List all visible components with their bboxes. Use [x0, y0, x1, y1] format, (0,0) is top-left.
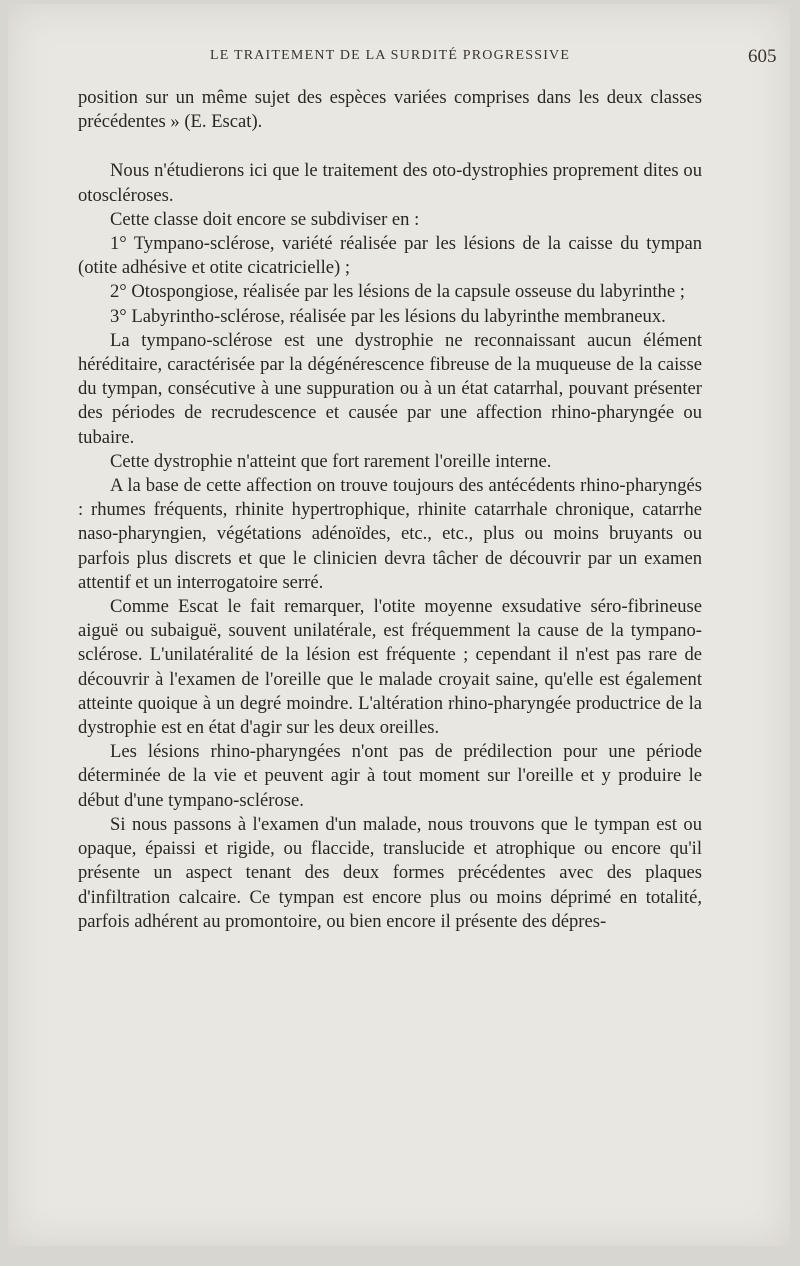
paragraph: 3° Labyrintho-sclérose, réalisée par les lésions du labyrinthe membraneux.: [110, 305, 666, 327]
paragraph: Les lésions rhino-pharyngées n'ont pas de prédilection pour une période déterminée de la vie et peuvent agir à tout moment sur l'oreille et y produire le début d'une tympano-sclérose.: [78, 741, 702, 811]
book-page: [8, 4, 790, 1246]
page-header: [8, 48, 790, 72]
paragraph: position sur un même sujet des espèces variées comprises dans les deux classes précédentes » (E. Escat).: [78, 87, 702, 133]
body-text: [78, 86, 702, 934]
paragraph: A la base de cette affection on trouve toujours des antécédents rhino-pharyngés : rhumes fréquents, rhinite hypertrophique, rhinite catarrhale chronique, catarrhe naso-pharyngien, végétations adénoïdes, etc., etc., plus ou moins bruyants ou parfois plus discrets et que le clinicien devra tâcher de découvrir par un examen attentif et un interrogatoire serré.: [78, 475, 702, 593]
running-title: LE TRAITEMENT DE LA SURDITÉ PROGRESSIVE: [210, 48, 571, 63]
paragraph: Comme Escat le fait remarquer, l'otite moyenne exsudative séro-fibrineuse aiguë ou subaiguë, souvent unilatérale, est fréquemment la cause de la tympano-sclérose. L'unilatéralité de la lésion est fréquente ; cependant il n'est pas rare de découvrir à l'examen de l'oreille que le malade croyait saine, qu'elle est également atteinte quoique à un degré moindre. L'altération rhino-pharyngée productrice de la dystrophie est en état d'agir sur les deux oreilles.: [78, 596, 702, 739]
paragraph: Cette dystrophie n'atteint que fort rarement l'oreille interne.: [110, 450, 552, 472]
paragraph: 2° Otospongiose, réalisée par les lésions de la capsule osseuse du labyrinthe ;: [110, 281, 685, 303]
paragraph: Si nous passons à l'examen d'un malade, nous trouvons que le tympan est ou opaque, épaissi et rigide, ou flaccide, translucide et atrophique ou encore qu'il présente un aspect tenant des deux formes précédentes avec des plaques d'infiltration calcaire. Ce tympan est encore plus ou moins déprimé en totalité, parfois adhérent au promontoire, ou bien encore il présente des dépres-: [78, 813, 702, 932]
page-number: 605: [748, 46, 777, 67]
paragraph: Nous n'étudierons ici que le traitement des oto-dystrophies proprement dites ou otoscléroses.: [78, 160, 702, 206]
paragraph: Cette classe doit encore se subdiviser en :: [110, 208, 420, 230]
paragraph: La tympano-sclérose est une dystrophie ne reconnaissant aucun élément héréditaire, caractérisée par la dégénérescence fibreuse de la muqueuse de la caisse du tympan, consécutive à une suppuration ou à un état catarrhal, pouvant présenter des périodes de recrudescence et causée par une affection rhino-pharyngée ou tubaire.: [78, 329, 702, 448]
paragraph: 1° Tympano-sclérose, variété réalisée par les lésions de la caisse du tympan (otite adhésive et otite cicatricielle) ;: [78, 233, 702, 279]
